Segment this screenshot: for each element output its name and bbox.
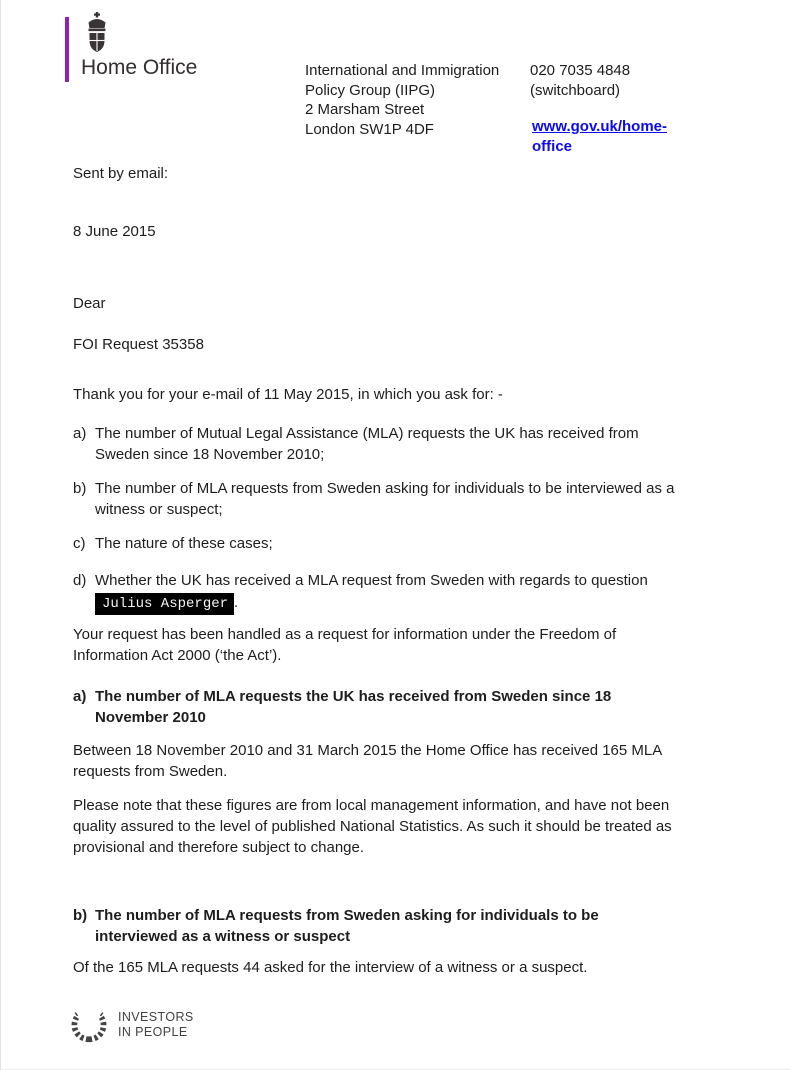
address-line: London SW1P 4DF xyxy=(305,120,434,138)
iip-line: IN PEOPLE xyxy=(118,1025,188,1039)
handling-note xyxy=(73,624,722,666)
redaction-suffix: . xyxy=(234,594,239,611)
text-line: Your request has been handled as a request for information under the Freedom of xyxy=(73,626,617,643)
section-a-paragraph-2 xyxy=(73,795,722,858)
foi-reference: FOI Request 35358 xyxy=(73,336,204,353)
crown-crest-icon xyxy=(82,12,112,56)
address-line: International and Immigration xyxy=(305,62,500,79)
text-line: Of the 165 MLA requests 44 asked for the interview of a witness or a suspect. xyxy=(73,959,588,976)
investors-in-people-text xyxy=(118,1010,194,1040)
text-line: Sweden since 18 November 2010; xyxy=(95,446,325,463)
item-text xyxy=(95,423,722,465)
home-office-logo-text: Home Office xyxy=(81,56,198,79)
sender-address xyxy=(305,61,499,139)
item-marker: c) xyxy=(73,535,86,552)
text-line: Information Act 2000 (‘the Act’). xyxy=(73,647,282,664)
text-line: The number of MLA requests from Sweden asking for individuals to be xyxy=(95,907,599,924)
section-b-heading xyxy=(73,905,722,947)
heading-text xyxy=(95,686,722,728)
intro-paragraph: Thank you for your e-mail of 11 May 2015, in which you ask for: - xyxy=(73,386,503,403)
salutation: Dear xyxy=(73,295,106,312)
letter-body xyxy=(73,163,722,978)
section-a-paragraph-1 xyxy=(73,740,722,782)
item-marker: b) xyxy=(73,480,87,497)
request-item-c xyxy=(73,533,722,554)
text-line: interviewed as a witness or suspect xyxy=(95,928,351,945)
item-text xyxy=(95,533,722,554)
phone-label: (switchboard) xyxy=(530,81,621,99)
contact-phone-block xyxy=(530,61,630,100)
item-marker: a) xyxy=(73,425,87,442)
letter-date: 8 June 2015 xyxy=(73,223,156,240)
text-line: witness or suspect; xyxy=(95,501,223,518)
request-item-b xyxy=(73,478,722,520)
logo-accent-bar xyxy=(65,17,69,82)
laurel-wreath-icon xyxy=(69,1005,109,1045)
text-line: Whether the UK has received a MLA request from Sweden with regards to question xyxy=(95,572,648,589)
section-b-paragraph-1 xyxy=(73,957,722,978)
text-line: The number of MLA requests from Sweden asking for individuals to be interviewed as a xyxy=(95,480,675,497)
redacted-name: Julius Asperger xyxy=(95,593,234,615)
request-item-a xyxy=(73,423,722,465)
website-link-line1[interactable]: www.gov.uk/home- xyxy=(532,118,668,135)
text-line xyxy=(95,592,722,615)
section-a-heading xyxy=(73,686,722,728)
text-line: The number of MLA requests the UK has received from Sweden since 18 xyxy=(95,688,612,705)
heading-marker: b) xyxy=(73,907,88,924)
text-line: Please note that these figures are from local management information, and have not been xyxy=(73,797,670,814)
iip-line: INVESTORS xyxy=(118,1010,194,1024)
website-link-line2[interactable]: office xyxy=(532,138,573,155)
sent-by-email-label: Sent by email: xyxy=(73,165,169,182)
address-line: 2 Marsham Street xyxy=(305,101,425,118)
text-line: provisional and therefore subject to change. xyxy=(73,839,365,856)
item-marker: d) xyxy=(73,572,87,589)
investors-in-people-logo xyxy=(69,1005,194,1045)
request-item-d xyxy=(73,570,722,615)
website-link[interactable] xyxy=(532,117,667,157)
item-text xyxy=(95,570,722,615)
item-text xyxy=(95,478,722,520)
address-line: Policy Group (IIPG) xyxy=(305,81,436,99)
text-line: quality assured to the level of published National Statistics. As such it should be treated as xyxy=(73,818,672,835)
heading-text xyxy=(95,905,722,947)
text-line: Between 18 November 2010 and 31 March 2015 the Home Office has received 165 MLA xyxy=(73,742,663,759)
text-line: The nature of these cases; xyxy=(95,535,273,552)
text-line: November 2010 xyxy=(95,709,206,726)
text-line: The number of Mutual Legal Assistance (MLA) requests the UK has received from xyxy=(95,425,639,442)
phone-number: 020 7035 4848 xyxy=(530,62,631,79)
heading-marker: a) xyxy=(73,688,87,705)
text-line: requests from Sweden. xyxy=(73,763,228,780)
